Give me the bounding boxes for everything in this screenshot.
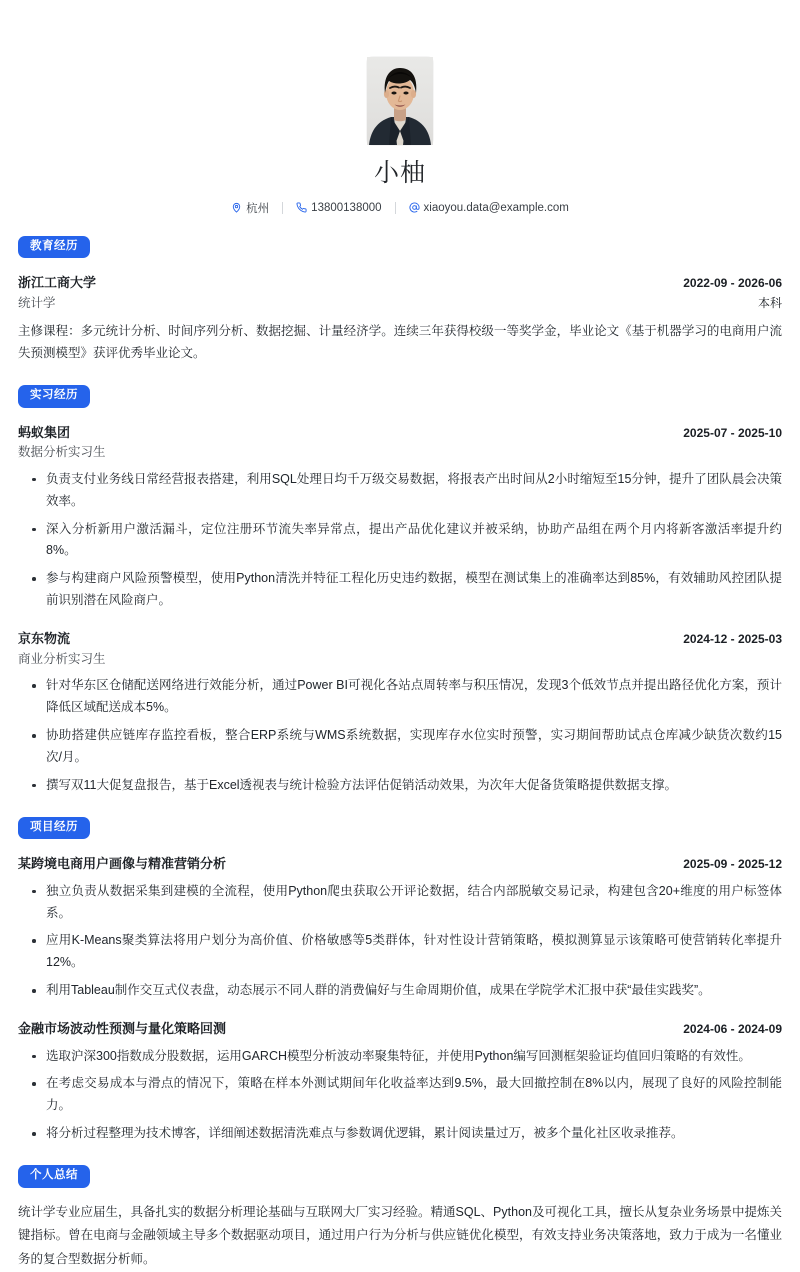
- entry-title: 金融市场波动性预测与量化策略回测: [18, 1021, 227, 1036]
- entry-title: 京东物流: [18, 631, 71, 646]
- section-projects: [18, 817, 782, 1145]
- section-tag-internship: 实习经历: [18, 385, 90, 408]
- entry-date: 2025-09 - 2025-12: [683, 857, 782, 872]
- contact-email-text: xiaoyou.data@example.com: [423, 201, 569, 214]
- section-education: [18, 236, 782, 366]
- contact-row: [18, 200, 782, 216]
- entry: [18, 423, 782, 613]
- contact-phone: [283, 202, 394, 214]
- entry-title: 浙江工商大学: [18, 275, 97, 290]
- entry-bullet-list: [18, 1046, 782, 1146]
- entry-date: 2024-06 - 2024-09: [683, 1022, 782, 1036]
- section-summary: [18, 1165, 782, 1272]
- list-item: 应用K-Means聚类算法将用户划分为高价值、价格敏感等5类群体，针对性设计营销策略，模拟测算显示该策略可使营销转化率提升12%。: [18, 930, 782, 974]
- list-item: 选取沪深300指数成分股数据，运用GARCH模型分析波动率聚集特征，并使用Python编写回测框架验证均值回归策略的有效性。: [18, 1046, 782, 1068]
- section-internship: [18, 385, 782, 797]
- phone-icon: [296, 202, 307, 213]
- entry-header-row: [18, 854, 782, 874]
- entry-subtitle: 统计学: [18, 295, 56, 310]
- entry-subtitle-row: [18, 293, 782, 313]
- email-at-icon: [409, 202, 420, 213]
- list-item: 在考虑交易成本与滑点的情况下，策略在样本外测试期间年化收益率达到9.5%，最大回撤控制在8%以内，展现了良好的风险控制能力。: [18, 1073, 782, 1117]
- resume-header: [18, 0, 782, 216]
- contact-location-text: 杭州: [246, 202, 270, 215]
- entry-header-row: [18, 423, 782, 443]
- contact-email: [396, 202, 582, 214]
- entry-subtitle-row: [18, 649, 782, 669]
- entry-date: 2022-09 - 2026-06: [683, 276, 782, 290]
- entry-header-row: [18, 273, 782, 293]
- entry: [18, 1019, 782, 1145]
- entry-subtitle: 数据分析实习生: [18, 445, 106, 459]
- entry-bullet-list: [18, 675, 782, 796]
- list-item: 协助搭建供应链库存监控看板，整合ERP系统与WMS系统数据，实现库存水位实时预警，实习期间帮助试点仓库减少缺货次数约15次/月。: [18, 725, 782, 769]
- section-tag-projects: 项目经历: [18, 817, 90, 840]
- entry: [18, 273, 782, 365]
- entry-subtitle: 商业分析实习生: [18, 651, 106, 666]
- avatar: [367, 57, 433, 145]
- section-tag-summary: 个人总结: [18, 1165, 90, 1188]
- contact-location: [218, 200, 282, 216]
- entry-title: 某跨境电商用户画像与精准营销分析: [18, 856, 227, 872]
- entry-bullet-list: [18, 881, 782, 1002]
- entry-header-row: [18, 1019, 782, 1039]
- section-tag-education: 教育经历: [18, 236, 90, 259]
- list-item: 利用Tableau制作交互式仪表盘，动态展示不同人群的消费偏好与生命周期价值，成果在学院学术汇报中获“最佳实践奖”。: [18, 980, 782, 1002]
- list-item: 撰写双11大促复盘报告，基于Excel透视表与统计检验方法评估促销活动效果，为次年大促备货策略提供数据支撑。: [18, 775, 782, 797]
- list-item: 独立负责从数据采集到建模的全流程，使用Python爬虫获取公开评论数据，结合内部脱敏交易记录，构建包含20+维度的用户标签体系。: [18, 881, 782, 925]
- resume-sections: [18, 236, 782, 1146]
- entry-subtitle-row: [18, 442, 782, 462]
- list-item: 深入分析新用户激活漏斗，定位注册环节流失率异常点，提出产品优化建议并被采纳，协助产品组在两个月内将新客激活率提升约8%。: [18, 519, 782, 563]
- list-item: 参与构建商户风险预警模型，使用Python清洗并特征工程化历史违约数据，模型在测试集上的准确率达到85%，有效辅助风控团队提前识别潜在风险商户。: [18, 568, 782, 612]
- entry-date: 2025-07 - 2025-10: [683, 425, 782, 440]
- location-pin-icon: [231, 202, 242, 213]
- entry-paragraph: 主修课程：多元统计分析、时间序列分析、数据挖掘、计量经济学。连续三年获得校级一等奖学金，毕业论文《基于机器学习的电商用户流失预测模型》获评优秀毕业论文。: [18, 324, 782, 361]
- entry-bullet-list: [18, 469, 782, 612]
- summary-text: 统计学专业应届生，具备扎实的数据分析理论基础与互联网大厂实习经验。精通SQL、Python及可视化工具，擅长从复杂业务场景中提炼关键指标。曾在电商与金融领域主导多个数据驱动项目，通过用户行为分析与供应链优化模型，有效支持业务决策落地，致力于成为一名懂业务的复合型数据分析师。: [18, 1204, 782, 1266]
- page-title: 小柚: [373, 159, 426, 187]
- list-item: 负责支付业务线日常经营报表搭建，利用SQL处理日均千万级交易数据，将报表产出时间从2小时缩短至15分钟，提升了团队晨会决策效率。: [18, 469, 782, 513]
- contact-phone-text: 13800138000: [311, 201, 382, 214]
- entry: [18, 854, 782, 1002]
- entry-title: 蚂蚁集团: [18, 424, 71, 440]
- list-item: 针对华东区仓储配送网络进行效能分析，通过Power BI可视化各站点周转率与积压情况，发现3个低效节点并提出路径优化方案，预计降低区域配送成本5%。: [18, 675, 782, 719]
- list-item: 将分析过程整理为技术博客，详细阐述数据清洗难点与参数调优逻辑，累计阅读量过万，被多个量化社区收录推荐。: [18, 1123, 782, 1145]
- entry-header-row: [18, 629, 782, 649]
- entry: [18, 629, 782, 797]
- entry-date: 2024-12 - 2025-03: [683, 632, 782, 646]
- entry-subtitle-right: 本科: [757, 295, 782, 310]
